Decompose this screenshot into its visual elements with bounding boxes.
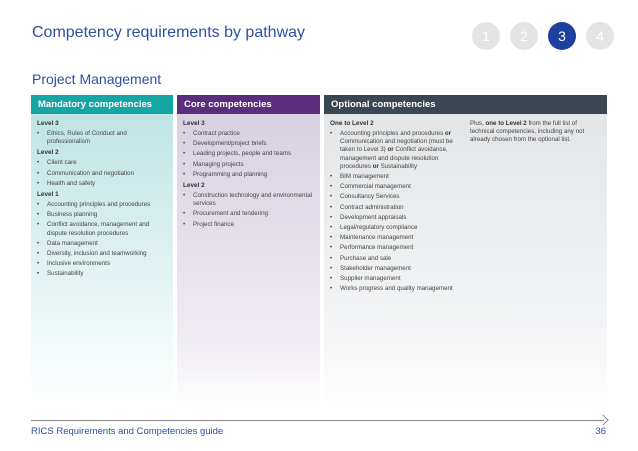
- level-heading: Level 2: [37, 149, 59, 157]
- competency-list: [37, 130, 167, 146]
- note-text: from the full list of technical competencies, including any not already chosen from the optional list.: [469, 120, 585, 144]
- list-item: • Procurement and tendering: [183, 210, 314, 218]
- optional-body: [324, 114, 607, 406]
- list-item: • Managing projects: [183, 161, 314, 169]
- list-item: • Programming and planning: [183, 171, 314, 179]
- list-item: • Conflict avoidance, management and dispute resolution procedures: [37, 221, 167, 237]
- list-item: • BIM management: [330, 173, 463, 181]
- step-4[interactable]: 4: [586, 22, 614, 50]
- level-heading: Level 2: [183, 182, 205, 190]
- note-text: Plus,: [469, 120, 486, 127]
- list-item: • Data management: [37, 240, 167, 248]
- optional-column: [324, 95, 607, 406]
- footer-divider: [31, 420, 604, 421]
- page-number: 36: [595, 426, 606, 437]
- list-item: • Purchase and sale: [330, 255, 463, 263]
- item-text: Sustainability: [378, 162, 418, 170]
- list-item: • Performance management: [330, 244, 463, 252]
- page-title: Competency requirements by pathway: [32, 24, 306, 41]
- section-title: Project Management: [32, 71, 162, 87]
- list-item: • Stakeholder management: [330, 265, 463, 273]
- step-2[interactable]: 2: [510, 22, 538, 50]
- footer-guide-title: RICS Requirements and Competencies guide: [31, 426, 224, 437]
- list-item: • Leading projects, people and teams: [183, 150, 314, 158]
- optional-header: Optional competencies: [324, 95, 607, 114]
- mandatory-header: Mandatory competencies: [31, 95, 173, 114]
- list-item: • Ethics, Rules of Conduct and professionalism: [37, 130, 167, 146]
- core-body: [177, 114, 320, 406]
- list-item: • Commercial management: [330, 183, 463, 191]
- list-item: • Sustainability: [37, 270, 167, 278]
- step-3-active[interactable]: 3: [548, 22, 576, 50]
- optional-list-column: [330, 120, 463, 406]
- or-keyword: or: [387, 146, 394, 154]
- list-item: • Development appraisals: [330, 214, 463, 222]
- list-item: • Health and safety: [37, 180, 167, 188]
- list-item: • Contract practice: [183, 130, 314, 138]
- level-heading: Level 1: [37, 191, 59, 199]
- list-item: • Business planning: [37, 211, 167, 219]
- list-item: • Supplier management: [330, 275, 463, 283]
- step-indicator: [472, 22, 614, 50]
- list-item: • Inclusive environments: [37, 260, 167, 268]
- competency-list: [183, 130, 314, 179]
- list-item: • Project finance: [183, 221, 314, 229]
- competency-list: [37, 201, 167, 279]
- step-1[interactable]: 1: [472, 22, 500, 50]
- level-heading: Level 3: [183, 120, 205, 127]
- list-item: [330, 130, 463, 171]
- note-emphasis: one to Level 2: [485, 120, 527, 127]
- level-heading: Level 3: [37, 120, 59, 127]
- list-item: • Development/project briefs: [183, 140, 314, 148]
- list-item: • Maintenance management: [330, 234, 463, 242]
- core-header: Core competencies: [177, 95, 320, 114]
- list-item: • Legal/regulatory compliance: [330, 224, 463, 232]
- or-keyword: or: [444, 130, 452, 137]
- item-text: Communication and negotiation (must be taken to Level 3): [340, 138, 453, 154]
- competency-list: [330, 130, 463, 293]
- core-column: [177, 95, 320, 406]
- list-item: • Client care: [37, 159, 167, 167]
- list-item: • Communication and negotiation: [37, 170, 167, 178]
- item-text: Conflict avoidance, management and dispute resolution procedures: [340, 146, 448, 170]
- item-text: Accounting principles and procedures: [340, 130, 445, 137]
- list-item: • Accounting principles and procedures: [37, 201, 167, 209]
- mandatory-column: [31, 95, 173, 406]
- list-item: • Construction technology and environmental services: [183, 192, 314, 208]
- list-item: • Consultancy Services: [330, 193, 463, 201]
- list-item: • Contract administration: [330, 204, 463, 212]
- competency-list: [183, 192, 314, 229]
- level-heading: One to Level 2: [330, 120, 374, 127]
- arrow-right-icon: [597, 414, 608, 425]
- competency-list: [37, 159, 167, 188]
- list-item: • Diversity, inclusion and teamworking: [37, 250, 167, 258]
- mandatory-body: [31, 114, 173, 406]
- list-item: • Works progress and quality management: [330, 285, 463, 293]
- optional-note: [463, 120, 601, 406]
- or-keyword: or: [372, 162, 379, 170]
